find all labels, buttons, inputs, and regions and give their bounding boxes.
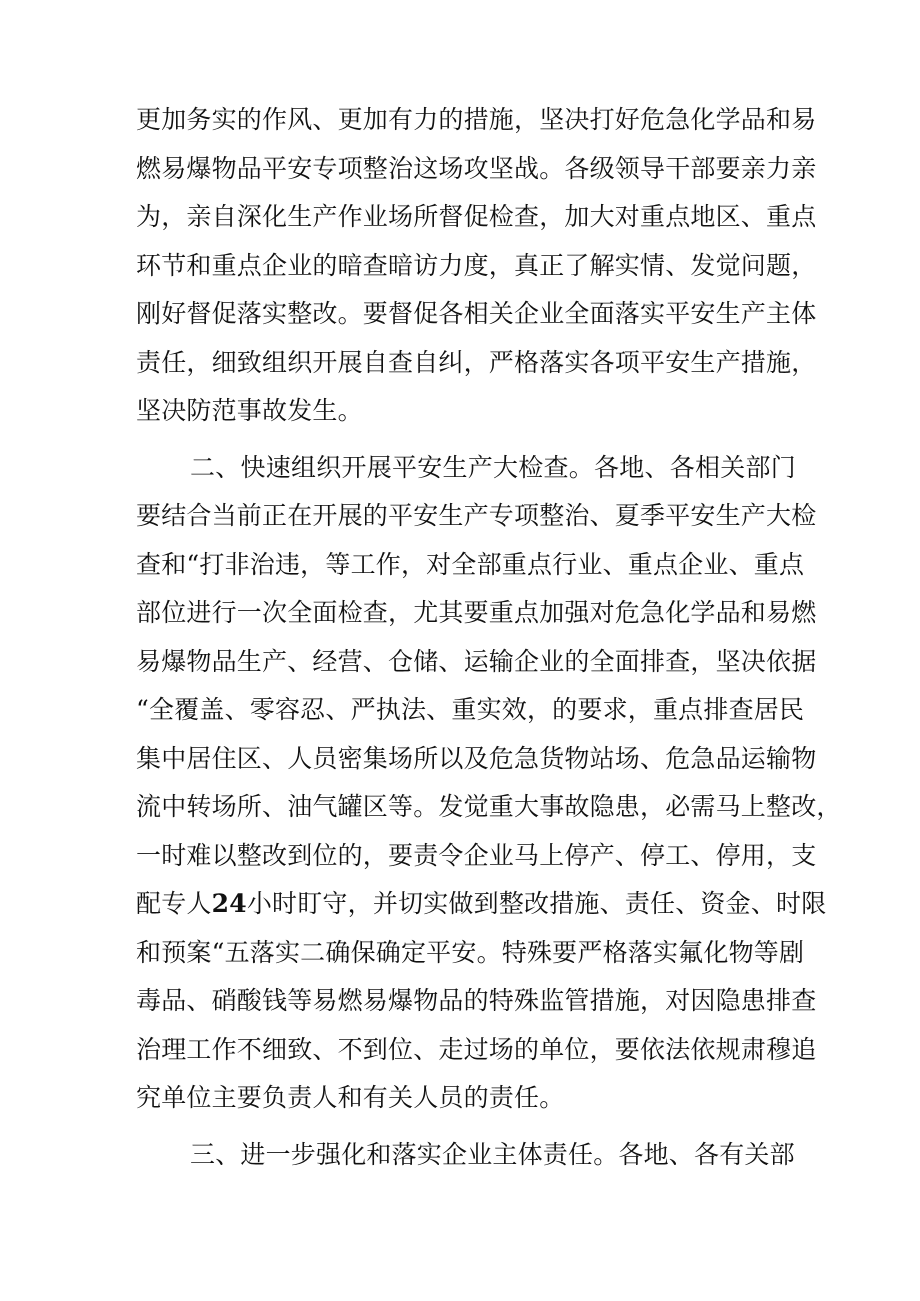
text-line: 为，亲自深化生产作业场所督促检查，加大对重点地区、重点	[136, 202, 817, 231]
text-line: 部位进行一次全面检查，尤其要重点加强对危急化学品和易燃	[136, 598, 817, 627]
paragraph-heading-line: 二、快速组织开展平安生产大检查。各地、各相关部门	[190, 452, 796, 482]
text-line: 易爆物品生产、经营、仓储、运输企业的全面排查，坚决依据	[136, 646, 817, 676]
text-segment: 配专人	[136, 889, 212, 918]
text-line: “全覆盖、零容忍、严执法、重实效，的要求，重点排查居民	[136, 695, 805, 724]
text-line: 集中居住区、人员密集场所以及危急货物站场、危急品运输物	[136, 743, 817, 773]
text-line: 治理工作不细致、不到位、走过场的单位，要依法依规肃穆追	[136, 1034, 817, 1064]
text-line: 环节和重点企业的暗查暗访力度，真正了解实情、发觉问题，	[136, 250, 817, 280]
text-line: 燃易爆物品平安专项整治这场攻坚战。各级领导干部要亲力亲	[136, 153, 817, 183]
bold-number: 24	[211, 889, 247, 918]
text-line: 一时难以整改到位的，要责令企业马上停产、停工、停用，支	[136, 840, 817, 870]
text-line: 毒品、硝酸钱等易燃易爆物品的特殊监管措施，对因隐患排查	[136, 986, 817, 1015]
paragraph-heading-line: 三、进一步强化和落实企业主体责任。各地、各有关部	[190, 1139, 795, 1169]
text-segment: 小时盯守，并切实做到整改措施、责任、资金、时限	[246, 889, 827, 918]
text-line: 究单位主要负责人和有关人员的责任。	[136, 1083, 565, 1112]
text-line: 要结合当前正在开展的平安生产专项整治、夏季平安生产大检	[136, 501, 817, 530]
text-line: 更加务实的作风、更加有力的措施，坚决打好危急化学品和易	[136, 105, 817, 134]
text-line: 和预案“五落实二确保确定平安。特殊要严格落实氟化物等剧	[136, 937, 805, 967]
text-line: 查和“打非治违，等工作，对全部重点行业、重点企业、重点	[136, 549, 805, 579]
text-line: 责任，细致组织开展自查自纠，严格落实各项平安生产措施，	[136, 347, 817, 377]
text-line: 刚好督促落实整改。要督促各相关企业全面落实平安生产主体	[136, 299, 817, 328]
text-line	[136, 880, 827, 929]
document-body	[136, 96, 842, 1179]
text-line: 流中转场所、油气罐区等。发觉重大事故隐患，必需马上整改，	[136, 792, 842, 821]
text-line: 坚决防范事故发生。	[136, 396, 363, 425]
